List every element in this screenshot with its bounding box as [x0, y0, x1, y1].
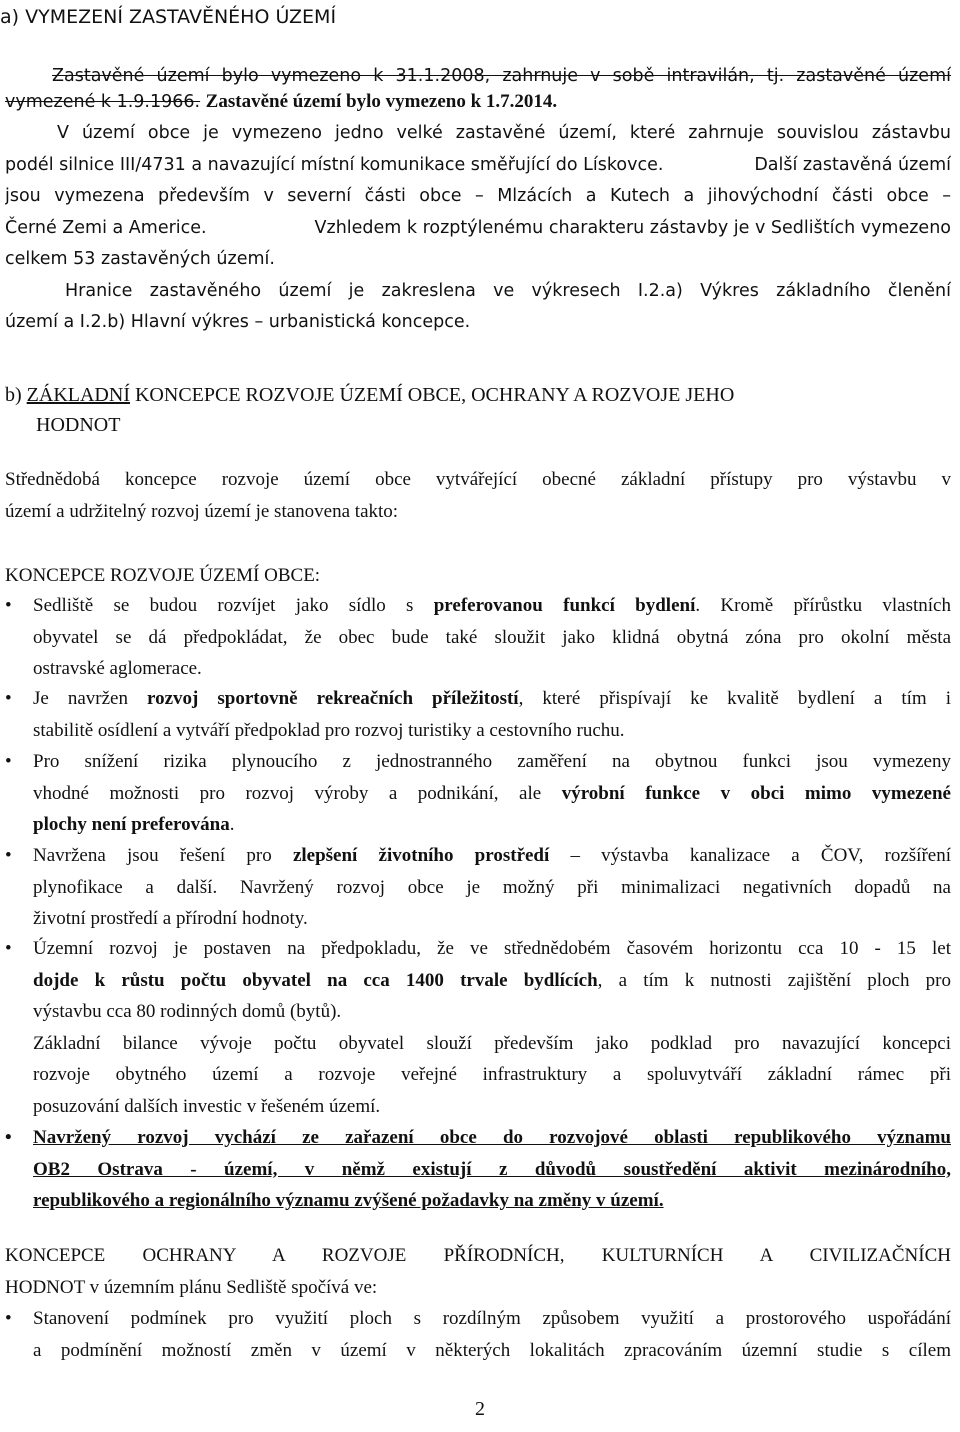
- heading-prefix: b): [5, 384, 22, 406]
- b3-line-3: [33, 809, 951, 841]
- bullet-marker: •: [5, 595, 12, 616]
- p2-line-1: Hranice zastavěného území je zakreslena ve výkresech I.2.a) Výkres základního členění: [65, 281, 951, 301]
- b4-text-a: Navržena jsou řešení pro: [33, 845, 293, 866]
- bullet-marker: •: [5, 1127, 12, 1148]
- b5-text-b: , a tím k nutnosti zajištění ploch pro: [597, 969, 951, 991]
- p1-inline-2: Vzhledem k rozptýlenému charakteru zástavby je v Sedlištích vymezeno: [309, 213, 951, 245]
- p1-line-3: jsou vymezena především v severní části obce – Mlzácích a Kutech a jihovýchodní části obce –: [5, 186, 951, 206]
- b5-p2-line-1: Základní bilance vývoje počtu obyvatel slouží především jako podklad pro navazující koncepci: [33, 1032, 951, 1054]
- bold-date-statement: Zastavěné území bylo vymezeno k 1.7.2014.: [205, 91, 558, 112]
- intro-paragraph: [5, 464, 951, 528]
- bullet-obyvatele-body: [33, 933, 951, 1122]
- ochrana-heading: [5, 1240, 951, 1303]
- b2-bold: rozvoj sportovně rekreačních příležitostí: [147, 688, 519, 709]
- b4-bold: zlepšení životního prostředí: [292, 845, 550, 866]
- intro-line-2: území a udržitelný rozvoj území je stanovena takto:: [5, 501, 399, 522]
- b4-line-2: plynofikace a další. Navržený rozvoj obce je možný při minimalizaci negativních dopadů na: [33, 876, 951, 898]
- bullet-marker: •: [5, 751, 12, 772]
- b4-line-3: životní prostředí a přírodní hodnoty.: [33, 908, 308, 929]
- p1-line-4-text: Černé Zemi a Americe.: [5, 217, 207, 238]
- b5-bold: dojde k růstu počtu obyvatel na cca 1400 trvale bydlících: [33, 969, 598, 991]
- koncepce-heading: KONCEPCE ROZVOJE ÚZEMÍ OBCE:: [5, 565, 321, 586]
- b3-bold-2: plochy není preferována: [33, 814, 230, 835]
- b5-line-2: [33, 965, 951, 997]
- b5-p2-line-2: rozvoje obytného území a rozvoje veřejné infrastruktury a spoluvytváří základní rámec při: [33, 1064, 951, 1085]
- b4-text-c: – výstavba kanalizace a ČOV, rozšíření: [549, 845, 951, 866]
- struck-line-1: [52, 60, 951, 92]
- b3-text-end: .: [229, 814, 235, 835]
- b1-line-3: ostravské aglomerace.: [33, 658, 202, 679]
- b3-bold: výrobní funkce v obci mimo vymezené: [561, 782, 951, 804]
- p2-line-2: území a I.2.b) Hlavní výkres – urbanistická koncepce.: [5, 312, 471, 332]
- intro-line-1: Střednědobá koncepce rozvoje území obce vytvářející obecné základní přístupy pro výstavbu v: [5, 469, 951, 490]
- b1-text-c: . Kromě přírůstku vlastních: [695, 595, 951, 616]
- bullet-bydleni-body: [33, 590, 951, 685]
- bullet-marker: •: [5, 688, 12, 709]
- b7-line-1: Stanovení podmínek pro využití ploch s rozdílným způsobem využití a prostorového uspořádání: [33, 1308, 951, 1329]
- b2-line-1: [33, 683, 951, 715]
- b6-line-1: Navržený rozvoj vychází ze zařazení obce do rozvojové oblasti republikového významu: [33, 1127, 951, 1148]
- b4-line-1: [33, 840, 951, 872]
- paragraph-territory: [5, 118, 951, 276]
- b3-text-a: vhodné možnosti pro rozvoj výroby a podnikání, ale: [33, 782, 562, 804]
- b2-text-a: Je navržen: [33, 688, 148, 709]
- ochrana-line-2: HODNOT v územním plánu Sedliště spočívá ve:: [5, 1276, 378, 1298]
- ochrana-line-1: KONCEPCE OCHRANY A ROZVOJE PŘÍRODNÍCH, KULTURNÍCH A CIVILIZAČNÍCH: [5, 1245, 951, 1266]
- section-b-heading: [5, 380, 951, 440]
- p1-line-1: V území obce je vymezeno jedno velké zastavěné území, které zahrnuje souvislou zástavbu: [57, 123, 951, 143]
- b5-line-3: výstavbu cca 80 rodinných domů (bytů).: [33, 1001, 342, 1022]
- b1-text-a: Sedliště se budou rozvíjet jako sídlo s: [33, 595, 434, 616]
- b1-line-2: obyvatel se dá předpokládat, že obec bude také sloužit jako klidná obytná zóna pro okolní města: [33, 626, 951, 648]
- struck-text-2: vymezené k 1.9.1966.: [5, 92, 201, 112]
- struck-line-2: [5, 92, 951, 112]
- bullet-stanoveni-body: [33, 1303, 951, 1367]
- b3-line-1: Pro snížení rizika plynoucího z jednostranného zaměření na obytnou funkci jsou vymezeny: [33, 751, 951, 772]
- bullet-marker: •: [5, 845, 12, 866]
- b3-line-2: [33, 778, 951, 810]
- b1-bold: preferovanou funkcí bydlení: [433, 595, 696, 616]
- struck-text-1: Zastavěné území bylo vymezeno k 31.1.2008, zahrnuje v sobě intravilán, tj. zastavěné území: [52, 66, 951, 86]
- b7-line-2: a podmínění možností změn v území v některých lokalitách zpracováním územní studie s cílem: [33, 1340, 951, 1361]
- p1-line-5: celkem 53 zastavěných území.: [5, 249, 275, 269]
- bullet-marker: •: [5, 938, 12, 959]
- paragraph-boundary: [5, 276, 951, 338]
- p1-line-2-text: podél silnice III/4731 a navazující místní komunikace směřující do Lískovce.: [5, 154, 664, 175]
- bullet-marker: •: [5, 1308, 12, 1329]
- b2-line-2: stabilitě osídlení a vytváří předpoklad pro rozvoj turistiky a cestovního ruchu.: [33, 719, 625, 741]
- bullet-sport-body: [33, 683, 951, 746]
- b5-p2-line-3: posuzování dalších investic v řešeném území.: [33, 1095, 381, 1117]
- heading-rest: KONCEPCE ROZVOJE ÚZEMÍ OBCE, OCHRANY A ROZVOJE JEHO: [134, 384, 735, 406]
- b1-line-1: [33, 590, 951, 622]
- p1-inline-1: Další zastavěná území: [748, 150, 951, 182]
- bullet-ob2-body: [33, 1122, 951, 1217]
- b6-line-2: OB2 Ostrava - území, v němž existují z důvodů soustředění aktivit mezinárodního,: [33, 1158, 951, 1180]
- b6-line-3: republikového a regionálního významu zvýšené požadavky na změny v území.: [33, 1190, 664, 1211]
- bullet-vyroba-body: [33, 746, 951, 841]
- section-b-heading-line-1: [5, 380, 951, 410]
- heading-underlined: ZÁKLADNÍ: [26, 384, 130, 406]
- b5-line-1: Územní rozvoj je postaven na předpokladu, že ve střednědobém časovém horizontu cca 10 - 15 let: [33, 938, 951, 959]
- section-b-heading-line-2: HODNOT: [36, 414, 121, 436]
- b2-text-c: , které přispívají ke kvalitě bydlení a tím i: [518, 688, 951, 709]
- page-number: 2: [475, 1398, 485, 1420]
- bullet-prostredi-body: [33, 840, 951, 935]
- section-a-heading: a) VYMEZENÍ ZASTAVĚNÉHO ÚZEMÍ: [0, 6, 337, 28]
